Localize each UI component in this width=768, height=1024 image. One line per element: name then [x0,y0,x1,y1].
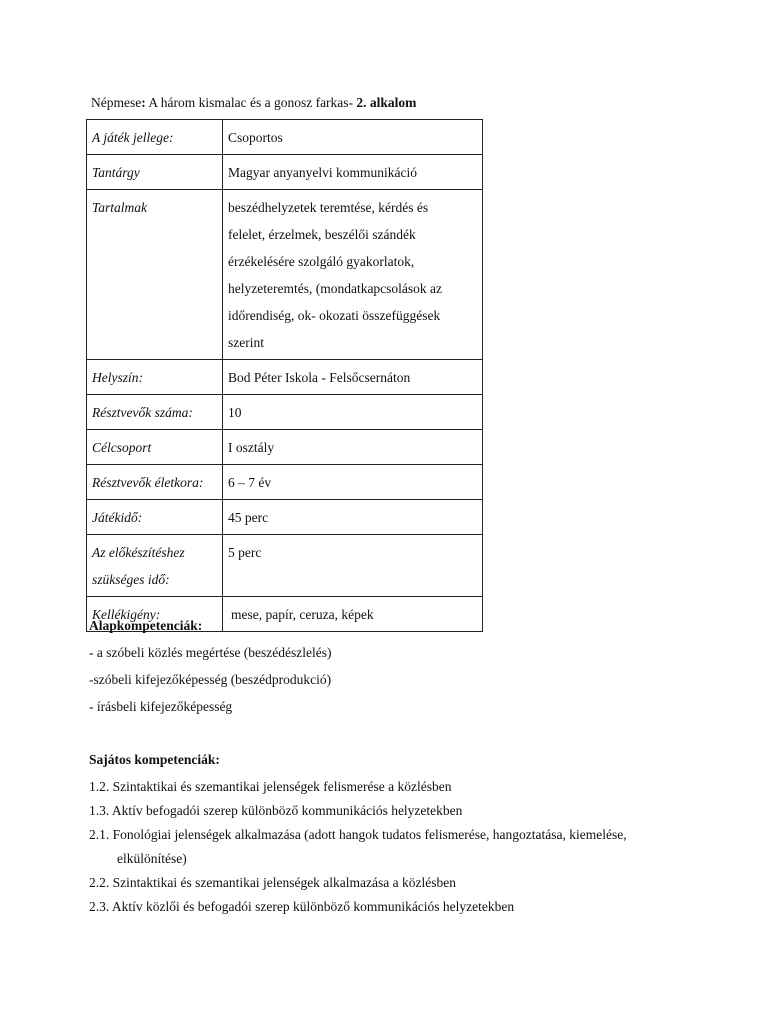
table-row [87,430,483,465]
row-value-prep-time: 5 perc [223,535,483,597]
row-value-contents [223,190,483,360]
list-item: 1.2. Szintaktikai és szemantikai jelenségek felismerése a közlésben [89,779,452,794]
list-item: -szóbeli kifejezőképesség (beszédprodukció) [89,672,332,687]
contents-line: beszédhelyzetek teremtése, kérdés és [228,200,429,215]
row-value-game-type: Csoportos [223,120,483,155]
row-value-materials: mese, papír, ceruza, képek [223,597,483,632]
contents-line: időrendiség, ok- okozati összefüggések [228,308,441,323]
list-item: - írásbeli kifejezőképesség [89,699,233,714]
table-row [87,535,483,597]
list-item: 2.3. Aktív közlői és befogadói szerep különböző kommunikációs helyzetekben [89,899,515,914]
game-info-table [86,119,483,632]
table-row [87,360,483,395]
contents-line: felelet, érzelmek, beszélői szándék [228,227,416,242]
row-label-subject: Tantárgy [87,155,223,190]
list-item: - a szóbeli közlés megértése (beszédészlelés) [89,645,332,660]
row-label-contents: Tartalmak [87,190,223,360]
row-label-materials: Kellékigény: [87,597,223,632]
basic-competencies-heading: Alapkompetenciák: [89,618,203,633]
prep-label-line: szükséges idő: [92,572,170,587]
row-label-duration: Játékidő: [87,500,223,535]
row-value-age: 6 – 7 év [223,465,483,500]
row-value-location: Bod Péter Iskola - Felsőcsernáton [223,360,483,395]
title-text: A három kismalac és a gonosz farkas- [145,95,357,110]
row-value-subject: Magyar anyanyelvi kommunikáció [223,155,483,190]
row-label-participants: Résztvevők száma: [87,395,223,430]
prep-label-line: Az előkészítéshez [92,545,185,560]
list-item: 2.1. Fonológiai jelenségek alkalmazása (adott hangok tudatos felismerése, hangoztatása, kiemelése, [89,827,627,842]
list-item: elkülönítése) [117,851,187,866]
contents-line: szerint [228,335,264,350]
row-label-age: Résztvevők életkora: [87,465,223,500]
title-colon: : [141,95,146,110]
row-label-prep-time [87,535,223,597]
row-label-target-group: Célcsoport [87,430,223,465]
row-value-duration: 45 perc [223,500,483,535]
table-row [87,155,483,190]
list-item: 1.3. Aktív befogadói szerep különböző kommunikációs helyzetekben [89,803,463,818]
table-row [87,395,483,430]
row-label-game-type: A játék jellege: [87,120,223,155]
table-row [87,120,483,155]
title-prefix: Népmese [91,95,142,110]
contents-line: helyzeteremtés, (mondatkapcsolások az [228,281,443,296]
title-session: 2. alkalom [356,95,417,110]
contents-line: érzékelésére szolgáló gyakorlatok, [228,254,415,269]
specific-competencies-list [89,775,627,919]
row-value-participants: 10 [223,395,483,430]
table-row [87,500,483,535]
row-value-target-group: I osztály [223,430,483,465]
table-row [87,465,483,500]
list-item: 2.2. Szintaktikai és szemantikai jelenségek alkalmazása a közlésben [89,875,456,890]
row-label-location: Helyszín: [87,360,223,395]
basic-competencies-list [89,639,332,720]
specific-competencies-heading: Sajátos kompetenciák: [89,752,220,767]
document-title [91,94,416,112]
table-row [87,190,483,360]
